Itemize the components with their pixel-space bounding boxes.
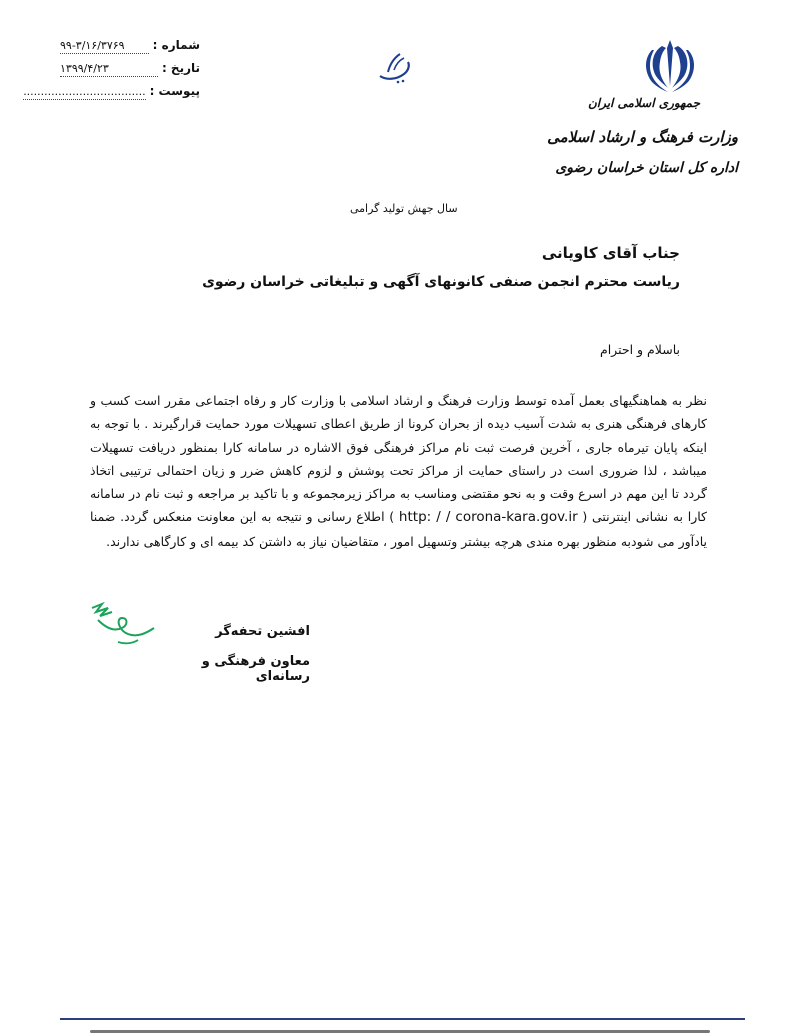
letter-body (90, 389, 707, 553)
footer-address-cropped (90, 1027, 710, 1035)
ministry-line-republic: جمهوری اسلامی ایران (587, 96, 700, 110)
addressee-position: ریاست محترم انجمن صنفی کانونهای آگهی و تبلیغاتی خراسان رضوی (202, 274, 680, 290)
ministry-line-ministry: وزارت فرهنگ و ارشاد اسلامی (547, 128, 738, 146)
letter-attachment-label: پیوست : (149, 84, 200, 98)
letter-date-label: تاریخ : (161, 61, 200, 75)
letter-meta (23, 38, 200, 107)
letter-attachment-value: ................................... (23, 85, 146, 98)
letter-body-part1: نظر به هماهنگیهای بعمل آمده توسط وزارت فرهنگ و ارشاد اسلامی با وزارت کار و رفاه اجتماعی مقرر است کسب و کارهای فرهنگی هنری به شدت آسیب دیده از بحران کرونا از طریق اعطای تسهیلات مورد حمایت قرارگیرند . با توجه به اینکه پایان تیرماه جاری ، آخرین فرصت ثبت نام مراکز فرهنگی فوق الاشاره در سامانه کارا بمنظور دریافت تسهیلات میباشد ، لذا ضروری است در راستای حمایت از مراکز تحت پوشش و لزوم کاهش ضرر و زیان احتمالی ترتیبی اتخاذ گردد تا این مهم در اسرع وقت و به نحو مقتضی ومناسب به مراکز زیرمجموعه و با تاکید بر مراجعه و ثبت نام در سامانه کارا به نشانی اینترنتی ( (90, 393, 707, 525)
ministry-line-office: اداره کل استان خراسان رضوی (555, 160, 738, 176)
portal-url-link[interactable]: http: / / corona-kara.gov.ir (398, 509, 578, 526)
letter-number-value: ۹۹-۳/۱۶/۳۷۶۹ (60, 39, 149, 54)
signatory-name: افشین تحفه‌گر (215, 624, 310, 639)
letter-attachment-row (23, 84, 200, 107)
letter-number-row (60, 38, 200, 61)
iran-emblem-icon (638, 36, 702, 94)
tabaqe-calligraphy-icon (374, 46, 414, 88)
addressee-name: جناب آقای کاویانی (541, 244, 680, 262)
greeting: باسلام و احترام (599, 342, 680, 357)
signatory-title: معاون فرهنگی و رسانه‌ای (201, 654, 310, 684)
year-motto: سال جهش تولید گرامی (350, 202, 458, 215)
letter-date-value: ۱۳۹۹/۴/۲۳ (60, 62, 158, 77)
letter-number-label: شماره : (152, 38, 200, 52)
footer-divider (60, 1018, 745, 1020)
letter-date-row (60, 61, 200, 84)
signature-icon (88, 598, 158, 654)
letter-body-part2: ) اطلاع رسانی و نتیجه به این معاونت منعکس گردد. ضمنا یادآور می شودبه منظور بهره مندی هرچه بیشتر وتسهیل امور ، متقاضیان نیاز به داشتن کد بیمه ای و کارگاهی ندارند. (90, 509, 707, 549)
